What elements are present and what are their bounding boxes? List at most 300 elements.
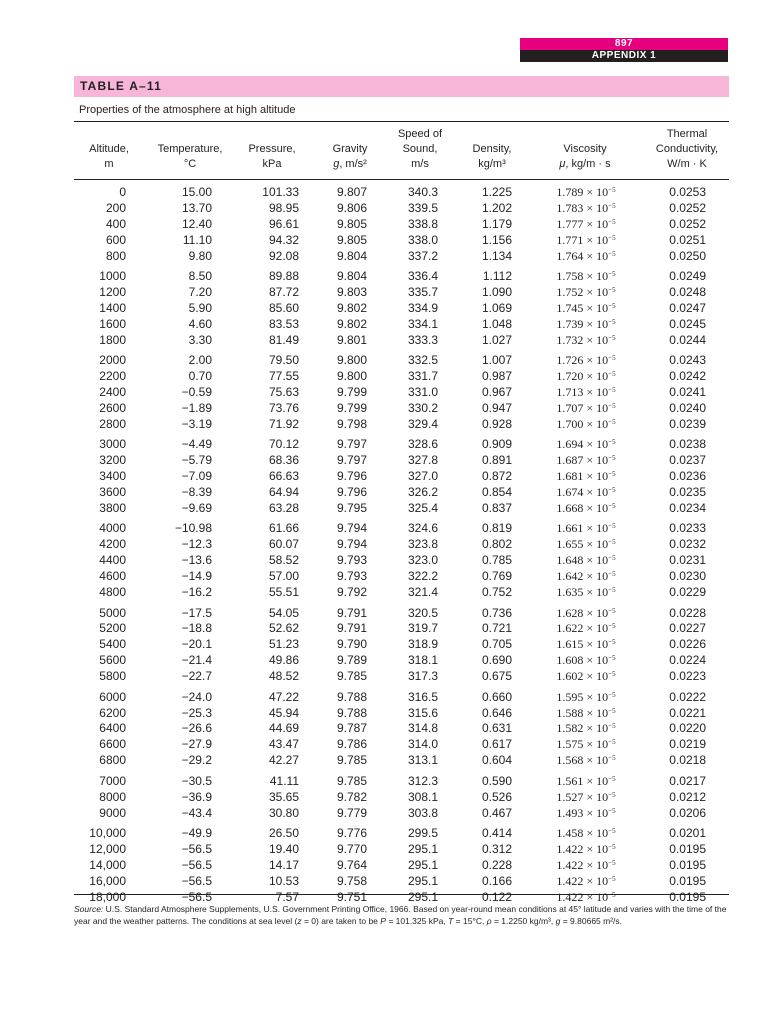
table-cell: 48.52: [268, 669, 299, 684]
table-cell: 0.967: [481, 385, 512, 399]
table-cell: 73.76: [268, 400, 299, 415]
table-cell: 0.0224: [669, 653, 706, 668]
page-header: [520, 38, 728, 62]
table-cell: 337.2: [407, 248, 438, 263]
table-cell: 0.675: [481, 669, 512, 684]
table-cell: 326.2: [407, 485, 438, 499]
table-cell: 9.794: [336, 537, 367, 552]
table-cell: 57.00: [268, 569, 299, 584]
column-header-pressure: [240, 142, 304, 172]
table-cell: 5800: [99, 669, 126, 684]
table-cell: 6800: [99, 753, 126, 768]
table-cell: 14.17: [268, 857, 299, 872]
table-cell: 295.1: [407, 889, 438, 904]
table-cell: $1.745 \times 10^{-5}$: [556, 300, 616, 315]
table-cell: 11.10: [182, 232, 212, 247]
table-cell: −56.5: [181, 889, 212, 904]
table-cell: $1.493 \times 10^{-5}$: [556, 805, 616, 820]
table-cell: $1.707 \times 10^{-5}$: [556, 400, 616, 415]
table-cell: 317.3: [407, 669, 438, 684]
table-cell: 9.803: [336, 285, 367, 299]
table-cell: 5600: [99, 653, 126, 668]
table-cell: 295.1: [407, 841, 438, 856]
table-cell: 0.987: [481, 369, 512, 384]
table-cell: 63.28: [268, 500, 299, 515]
table-cell: −43.4: [181, 805, 212, 820]
table-cell: 327.8: [407, 453, 438, 468]
table-cell: 0.0236: [669, 469, 706, 484]
table-cell: 9.788: [336, 705, 367, 720]
table-cell: 6600: [99, 737, 126, 752]
table-cell: 339.5: [407, 200, 438, 215]
table-cell: 58.52: [268, 553, 299, 568]
table-cell: 9.805: [336, 216, 367, 231]
table-cell: 9.793: [336, 553, 367, 568]
table-cell: 1200: [99, 285, 126, 299]
column-header-line: kPa: [262, 158, 282, 170]
table-cell: 315.6: [407, 705, 438, 720]
table-cell: 0.0251: [669, 232, 706, 247]
table-cell: 0.660: [481, 689, 512, 704]
table-cell: 9.793: [336, 569, 367, 584]
table-cell: $1.642 \times 10^{-5}$: [556, 569, 616, 584]
table-cell: 71.92: [268, 416, 299, 431]
table-cell: $1.700 \times 10^{-5}$: [556, 416, 616, 431]
table-cell: 0.785: [481, 553, 512, 568]
table-cell: 0.70: [188, 369, 212, 384]
table-cell: 316.5: [407, 689, 438, 704]
table-cell: 9.779: [336, 805, 367, 820]
table-cell: 10.53: [268, 873, 299, 888]
table-cell: 0.0245: [669, 316, 706, 331]
table-cell: 9.764: [336, 857, 367, 872]
table-cell: 43.47: [268, 737, 299, 752]
table-cell: 87.72: [268, 285, 299, 299]
column-header-thermal-conductivity: [645, 127, 729, 172]
appendix-label: APPENDIX 1: [520, 50, 728, 62]
table-cell: 47.22: [268, 689, 299, 704]
table-cell: 77.55: [268, 369, 299, 384]
table-cell: 308.1: [407, 789, 438, 804]
table-cell: $1.575 \times 10^{-5}$: [556, 737, 616, 752]
table-cell: 4.60: [188, 316, 212, 331]
table-cell: 321.4: [407, 585, 438, 599]
table-cell: 0.690: [481, 653, 512, 668]
table-cell: 3800: [99, 500, 126, 515]
table-cell: $1.422 \times 10^{-5}$: [556, 873, 616, 888]
table-cell: 303.8: [407, 805, 438, 820]
table-cell: 295.1: [407, 873, 438, 888]
table-cell: 324.6: [407, 521, 438, 536]
table-cell: 0.604: [481, 753, 512, 768]
table-cell: 0.0231: [669, 553, 706, 568]
table-cell: 336.4: [407, 269, 438, 284]
table-cell: −56.5: [181, 873, 212, 888]
page-number: 897: [520, 38, 728, 50]
table-cell: 42.27: [268, 753, 299, 768]
table-cell: 299.5: [407, 826, 438, 840]
table-cell: 2200: [99, 369, 126, 384]
column-header-line: Thermal: [666, 128, 708, 140]
table-cell: $1.628 \times 10^{-5}$: [556, 605, 616, 620]
table-cell: 9.807: [336, 185, 367, 199]
table-cell: 9.806: [336, 200, 367, 215]
table-cell: $1.608 \times 10^{-5}$: [556, 653, 616, 668]
table-cell: 2600: [99, 400, 126, 415]
table-cell: 5400: [99, 637, 126, 652]
column-header-line: °C: [183, 158, 197, 170]
table-cell: 0.0237: [669, 453, 706, 468]
table-cell: 331.7: [407, 369, 438, 384]
table-cell: 1800: [99, 332, 126, 347]
table-cell: 1.202: [481, 200, 512, 215]
table-cell: $1.422 \times 10^{-5}$: [556, 841, 616, 856]
table-cell: $1.602 \times 10^{-5}$: [556, 669, 616, 684]
table-cell: 0.837: [481, 500, 512, 515]
table-cell: 9.795: [336, 500, 367, 515]
table-cell: $1.622 \times 10^{-5}$: [556, 621, 616, 636]
table-cell: $1.635 \times 10^{-5}$: [556, 585, 616, 599]
table-cell: $1.739 \times 10^{-5}$: [556, 316, 616, 331]
table-cell: $1.648 \times 10^{-5}$: [556, 553, 616, 568]
table-cell: 92.08: [268, 248, 299, 263]
table-cell: $1.458 \times 10^{-5}$: [556, 826, 616, 840]
table-cell: −21.4: [181, 653, 212, 668]
table-cell: 319.7: [407, 621, 438, 636]
table-cell: 0.414: [481, 826, 512, 840]
table-cell: 0.928: [481, 416, 512, 431]
table-cell: 314.8: [407, 721, 438, 736]
table-cell: −56.5: [181, 841, 212, 856]
table-caption: Properties of the atmosphere at high altitude: [79, 104, 296, 116]
table-cell: 600: [105, 232, 126, 247]
table-cell: 323.0: [407, 553, 438, 568]
table-cell: 322.2: [407, 569, 438, 584]
table-cell: −0.59: [181, 385, 212, 399]
table-cell: 0.891: [481, 453, 512, 468]
table-cell: 0.854: [481, 485, 512, 499]
table-cell: 9.776: [336, 826, 367, 840]
table-cell: −13.6: [181, 553, 212, 568]
table-cell: −7.09: [181, 469, 212, 484]
table-cell: 9.799: [336, 385, 367, 399]
table-cell: $1.655 \times 10^{-5}$: [556, 537, 616, 552]
table-cell: 1.112: [482, 269, 512, 284]
table-cell: 400: [105, 216, 126, 231]
table-cell: $1.777 \times 10^{-5}$: [556, 216, 616, 231]
column-header-altitude: [74, 142, 144, 172]
column-header-line: Sound,: [402, 143, 438, 155]
table-cell: 0.0247: [669, 300, 706, 315]
column-header-line: Temperature,: [157, 143, 223, 155]
column-header-line: Viscosity: [563, 143, 607, 155]
table-cell: 0.312: [481, 841, 512, 856]
table-cell: 334.1: [407, 316, 438, 331]
table-cell: −8.39: [181, 485, 212, 499]
table-cell: $1.561 \times 10^{-5}$: [556, 773, 616, 788]
table-cell: 70.12: [268, 437, 299, 452]
table-cell: −30.5: [181, 773, 212, 788]
table-cell: 0.0239: [669, 416, 706, 431]
table-cell: 332.5: [407, 353, 438, 368]
table-header-rule: [74, 179, 729, 180]
table-cell: 9.802: [336, 300, 367, 315]
table-cell: 9.805: [336, 232, 367, 247]
table-cell: 9.794: [336, 521, 367, 536]
table-cell: 0.0252: [669, 200, 706, 215]
table-cell: 9.804: [336, 269, 367, 284]
table-cell: $1.732 \times 10^{-5}$: [556, 332, 616, 347]
table-cell: 4000: [99, 521, 126, 536]
table-cell: 9.796: [336, 485, 367, 499]
table-cell: 0.0195: [669, 889, 706, 904]
table-cell: 0.0249: [669, 269, 706, 284]
table-cell: $1.422 \times 10^{-5}$: [556, 857, 616, 872]
table-cell: 331.0: [407, 385, 438, 399]
table-cell: 26.50: [268, 826, 299, 840]
table-cell: 0.646: [481, 705, 512, 720]
table-cell: 4800: [99, 585, 126, 599]
table-cell: $1.789 \times 10^{-5}$: [556, 185, 616, 199]
table-cell: 81.49: [268, 332, 299, 347]
table-cell: 7.20: [188, 285, 212, 299]
table-cell: 312.3: [407, 773, 438, 788]
column-header-line: Gravity: [332, 143, 368, 155]
table-cell: 9.787: [336, 721, 367, 736]
table-cell: $1.771 \times 10^{-5}$: [556, 232, 616, 247]
table-cell: 800: [105, 248, 126, 263]
table-cell: 9.770: [336, 841, 367, 856]
table-cell: 0.0250: [669, 248, 706, 263]
table-cell: 0.0206: [669, 805, 706, 820]
table-cell: $1.595 \times 10^{-5}$: [556, 689, 616, 704]
table-cell: 0.526: [481, 789, 512, 804]
table-cell: $1.527 \times 10^{-5}$: [556, 789, 616, 804]
table-cell: 9.796: [336, 469, 367, 484]
table-cell: 1400: [99, 300, 126, 315]
table-cell: $1.758 \times 10^{-5}$: [556, 269, 616, 284]
table-cell: $1.661 \times 10^{-5}$: [556, 521, 616, 536]
table-cell: 320.5: [407, 605, 438, 620]
table-cell: $1.720 \times 10^{-5}$: [556, 369, 616, 384]
table-cell: $1.726 \times 10^{-5}$: [556, 353, 616, 368]
table-cell: 14,000: [89, 857, 126, 872]
table-cell: 3400: [99, 469, 126, 484]
table-cell: 1.069: [481, 300, 512, 315]
table-cell: 1.007: [481, 353, 512, 368]
table-cell: 0.0201: [669, 826, 706, 840]
table-cell: 41.11: [269, 773, 299, 788]
source-label: Source:: [74, 904, 104, 914]
table-cell: 60.07: [268, 537, 299, 552]
table-cell: 323.8: [407, 537, 438, 552]
table-cell: $1.568 \times 10^{-5}$: [556, 753, 616, 768]
table-cell: 5200: [99, 621, 126, 636]
table-cell: 9.785: [336, 753, 367, 768]
table-cell: 0.0195: [669, 841, 706, 856]
table-cell: $1.687 \times 10^{-5}$: [556, 453, 616, 468]
table-cell: 64.94: [268, 485, 299, 499]
table-cell: 9.788: [336, 689, 367, 704]
table-cell: 0.0252: [669, 216, 706, 231]
table-cell: 3600: [99, 485, 126, 499]
table-cell: 19.40: [268, 841, 299, 856]
table-cell: 2.00: [188, 353, 212, 368]
column-header-viscosity: [530, 142, 640, 172]
table-cell: 0.0195: [669, 857, 706, 872]
table-id: TABLE A–11: [80, 79, 163, 93]
table-cell: 98.95: [268, 200, 299, 215]
column-header-line: Altitude,: [89, 143, 129, 155]
table-cell: 54.05: [268, 605, 299, 620]
table-cell: 9.80: [188, 248, 212, 263]
table-cell: −12.3: [181, 537, 212, 552]
table-cell: 0.752: [481, 585, 512, 599]
table-cell: −18.8: [181, 621, 212, 636]
table-cell: 9.791: [336, 621, 367, 636]
table-cell: 0.0234: [669, 500, 706, 515]
table-cell: 0.819: [481, 521, 512, 536]
table-cell: 0.617: [481, 737, 512, 752]
table-cell: 0.736: [481, 605, 512, 620]
table-cell: −17.5: [181, 605, 212, 620]
table-cell: 4400: [99, 553, 126, 568]
table-cell: $1.783 \times 10^{-5}$: [556, 200, 616, 215]
table-cell: −5.79: [181, 453, 212, 468]
table-cell: 0.0228: [669, 605, 706, 620]
table-cell: 16,000: [89, 873, 126, 888]
table-cell: 49.86: [268, 653, 299, 668]
table-cell: 9.802: [336, 316, 367, 331]
table-cell: 0.721: [481, 621, 512, 636]
table-cell: 0.705: [481, 637, 512, 652]
table-cell: 9.800: [336, 353, 367, 368]
table-cell: 83.53: [268, 316, 299, 331]
table-cell: 0.0227: [669, 621, 706, 636]
table-cell: 3200: [99, 453, 126, 468]
table-cell: 338.0: [407, 232, 438, 247]
column-header-line: Pressure,: [248, 143, 296, 155]
table-cell: 334.9: [407, 300, 438, 315]
table-cell: 9.758: [336, 873, 367, 888]
table-cell: 0.467: [481, 805, 512, 820]
table-cell: 1600: [99, 316, 126, 331]
table-cell: 1.225: [481, 185, 512, 199]
table-cell: 9.786: [336, 737, 367, 752]
table-cell: $1.674 \times 10^{-5}$: [556, 485, 616, 499]
table-cell: 12.40: [181, 216, 212, 231]
table-cell: 314.0: [407, 737, 438, 752]
table-cell: 18,000: [89, 889, 126, 904]
column-header-gravity: [320, 142, 380, 172]
table-cell: 9.797: [336, 437, 367, 452]
table-cell: $1.615 \times 10^{-5}$: [556, 637, 616, 652]
table-cell: 0.0212: [669, 789, 706, 804]
table-cell: 3000: [99, 437, 126, 452]
table-cell: 8.50: [188, 269, 212, 284]
table-cell: 333.3: [407, 332, 438, 347]
column-header-line: Speed of: [397, 128, 443, 140]
table-cell: $1.422 \times 10^{-5}$: [556, 889, 616, 904]
table-cell: $1.588 \times 10^{-5}$: [556, 705, 616, 720]
table-cell: 7000: [99, 773, 126, 788]
table-top-rule: [74, 121, 729, 122]
table-cell: 0.0218: [669, 753, 706, 768]
column-header-line: Density,: [472, 143, 512, 155]
table-cell: 1.134: [481, 248, 512, 263]
table-cell: −24.0: [181, 689, 212, 704]
table-cell: 0.0217: [669, 773, 706, 788]
table-cell: 4200: [99, 537, 126, 552]
column-header-line: W/m · K: [667, 158, 707, 170]
table-cell: −4.49: [181, 437, 212, 452]
table-cell: 295.1: [407, 857, 438, 872]
table-cell: 0.0222: [669, 689, 706, 704]
column-header-line: g, m/s²: [333, 158, 367, 170]
table-cell: 0.0240: [669, 400, 706, 415]
table-cell: −3.19: [181, 416, 212, 431]
table-cell: 0.909: [481, 437, 512, 452]
table-cell: 0: [119, 185, 126, 199]
table-cell: 338.8: [407, 216, 438, 231]
table-cell: −20.1: [181, 637, 212, 652]
table-cell: 45.94: [268, 705, 299, 720]
table-cell: 13.70: [181, 200, 212, 215]
table-cell: 9.785: [336, 773, 367, 788]
table-cell: 85.60: [268, 300, 299, 315]
table-cell: 329.4: [407, 416, 438, 431]
table-cell: 9.800: [336, 369, 367, 384]
table-cell: 66.63: [268, 469, 299, 484]
table-cell: 0.872: [481, 469, 512, 484]
table-cell: 6000: [99, 689, 126, 704]
table-cell: $1.764 \times 10^{-5}$: [556, 248, 616, 263]
table-cell: 4600: [99, 569, 126, 584]
table-cell: 0.0233: [669, 521, 706, 536]
table-cell: 68.36: [268, 453, 299, 468]
table-cell: 89.88: [268, 269, 299, 284]
table-cell: 0.0223: [669, 669, 706, 684]
table-cell: $1.668 \times 10^{-5}$: [556, 500, 616, 515]
table-cell: 318.1: [407, 653, 438, 668]
table-cell: −56.5: [181, 857, 212, 872]
table-cell: 0.0241: [669, 385, 706, 399]
table-cell: 0.0229: [669, 585, 706, 599]
table-cell: 101.33: [262, 185, 299, 199]
table-cell: 52.62: [268, 621, 299, 636]
table-cell: 0.0238: [669, 437, 706, 452]
table-cell: −26.6: [181, 721, 212, 736]
table-cell: 9.798: [336, 416, 367, 431]
column-header-density: [460, 142, 524, 172]
table-cell: 0.0244: [669, 332, 706, 347]
table-cell: 9.789: [336, 653, 367, 668]
table-cell: 15.00: [181, 185, 212, 199]
table-cell: 79.50: [268, 353, 299, 368]
table-cell: 325.4: [407, 500, 438, 515]
table-cell: 0.0243: [669, 353, 706, 368]
table-cell: 0.0248: [669, 285, 706, 299]
column-header-line: μ, kg/m · s: [559, 158, 611, 170]
table-cell: 2800: [99, 416, 126, 431]
table-cell: 0.0220: [669, 721, 706, 736]
table-cell: 0.0219: [669, 737, 706, 752]
table-cell: $1.694 \times 10^{-5}$: [556, 437, 616, 452]
table-cell: 0.0242: [669, 369, 706, 384]
table-cell: 35.65: [268, 789, 299, 804]
table-cell: 1.179: [481, 216, 512, 231]
table-cell: −9.69: [181, 500, 212, 515]
